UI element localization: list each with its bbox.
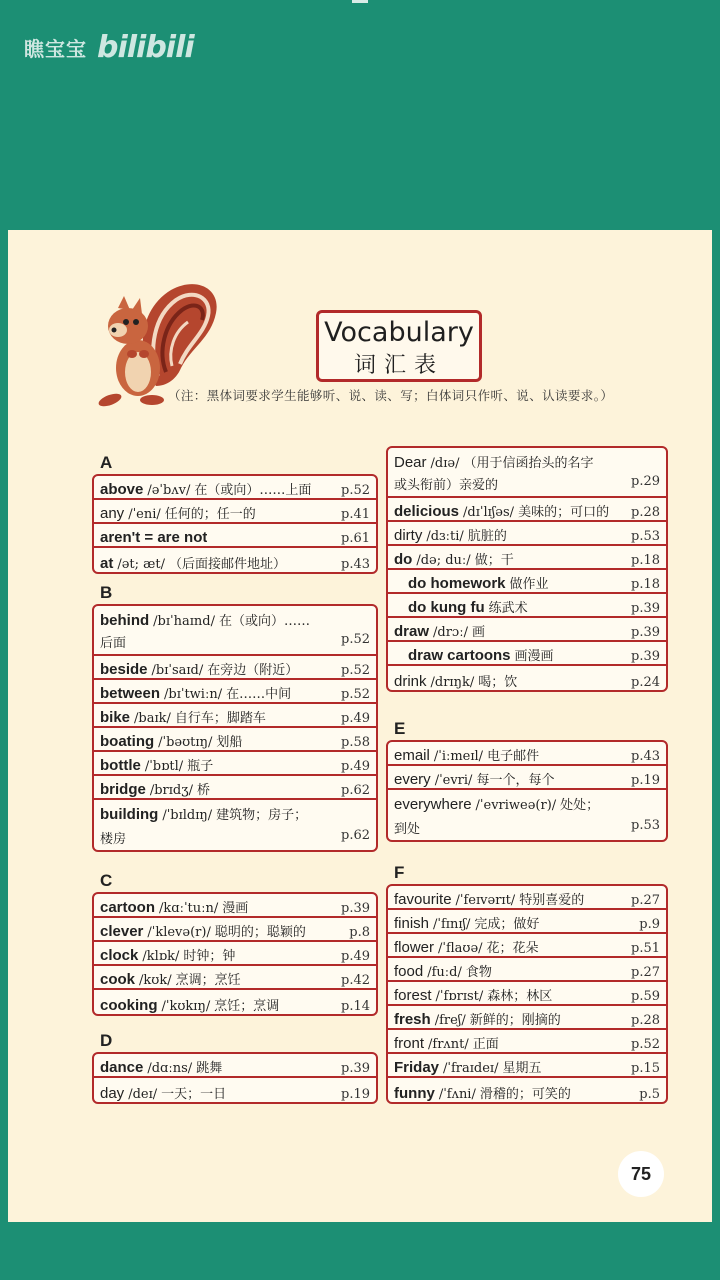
entry-word: Dear [394, 454, 427, 471]
entry-phonetic: /əˈbʌv/ [147, 483, 191, 498]
letter-heading-c: C [100, 871, 113, 890]
watermark-channel: 瞧宝宝 [24, 37, 87, 61]
right-column [386, 446, 668, 1106]
entry-word: behind [100, 612, 150, 629]
group-a [92, 474, 378, 574]
watermark [24, 30, 194, 65]
entry-meaning: 建筑物；房子； [216, 808, 308, 823]
vocab-entry [388, 982, 666, 1006]
entry-word: clock [100, 947, 139, 964]
entry-page: p.52 [341, 687, 370, 702]
entry-phonetic: /ˈfraɪdeɪ/ [443, 1061, 499, 1076]
entry-page: p.28 [631, 505, 660, 520]
entry-page: p.52 [631, 1037, 660, 1052]
entry-page: p.5 [639, 1087, 660, 1102]
vocab-entry [388, 546, 666, 570]
entry-phonetic: /dɑːns/ [147, 1061, 193, 1076]
group-d [92, 1052, 378, 1104]
entry-meaning: 画 [471, 625, 485, 640]
entry-page: p.18 [631, 553, 660, 568]
entry-word: aren't = are not [100, 529, 208, 546]
entry-phonetic: /dɪə/ [430, 456, 460, 471]
vocab-entry [388, 934, 666, 958]
entry-meaning-cont: 后面 [100, 636, 127, 651]
entry-page: p.62 [341, 783, 370, 798]
vocab-entry [94, 776, 376, 800]
entry-page: p.53 [631, 529, 660, 544]
entry-page: p.61 [341, 531, 370, 546]
entry-phonetic: /bɪˈtwiːn/ [164, 687, 223, 702]
entry-phonetic: /ˈkʊkɪŋ/ [161, 999, 211, 1014]
entry-phonetic: /ˈklevə(r)/ [147, 925, 211, 940]
entry-phonetic: /ˈbəʊtɪŋ/ [158, 735, 213, 750]
group-c [92, 892, 378, 1016]
entry-phonetic: /fuːd/ [427, 965, 462, 980]
entry-word: building [100, 806, 159, 823]
entry-page: p.39 [341, 1061, 370, 1076]
entry-word: funny [394, 1085, 435, 1102]
entry-phonetic: /klɒk/ [142, 949, 180, 964]
letter-heading-a: A [100, 453, 113, 472]
entry-word: favourite [394, 891, 452, 908]
left-column [92, 452, 378, 1106]
entry-page: p.43 [631, 749, 660, 764]
entry-phonetic: /bɪˈhaɪnd/ [153, 614, 215, 629]
entry-phonetic: /bɪˈsaɪd/ [151, 663, 204, 678]
entry-page: p.39 [631, 649, 660, 664]
entry-page: p.51 [631, 941, 660, 956]
vocab-entry [94, 966, 376, 990]
entry-page: p.39 [341, 901, 370, 916]
vocab-entry [388, 1006, 666, 1030]
vocab-entry [388, 522, 666, 546]
entry-word: at [100, 555, 114, 572]
entry-meaning-cont: 楼房 [100, 832, 127, 847]
vocab-entry [388, 742, 666, 766]
vocab-entry [388, 666, 666, 690]
vocab-entry [94, 476, 376, 500]
entry-meaning: （用于信函抬头的名字 [463, 456, 594, 471]
entry-phonetic: /deɪ/ [128, 1087, 158, 1102]
entry-word: cooking [100, 997, 158, 1014]
entry-meaning-cont: 或头衔前）亲爱的 [394, 478, 499, 493]
vocab-entry [94, 548, 376, 572]
entry-meaning: （后面接邮件地址） [168, 557, 286, 572]
entry-word: above [100, 481, 144, 498]
entry-word: Friday [394, 1059, 440, 1076]
entry-page: p.59 [631, 989, 660, 1004]
vocab-entry [388, 1030, 666, 1054]
letter-heading-b: B [100, 583, 113, 602]
entry-meaning: 烹饪；烹调 [214, 999, 280, 1014]
entry-word: cartoon [100, 899, 156, 916]
entry-meaning: 做作业 [509, 577, 549, 592]
entry-phonetic: /də; duː/ [416, 553, 471, 568]
entry-meaning: 正面 [472, 1037, 499, 1052]
entry-phonetic: /ət; æt/ [117, 557, 165, 572]
vocab-entry [94, 680, 376, 704]
usage-note: （注：黑体词要求学生能够听、说、读、写；白体词只作听、说、认读要求。） [168, 388, 614, 403]
entry-phonetic: /ˈiːmeɪl/ [433, 749, 484, 764]
entry-phonetic: /drɔː/ [433, 625, 468, 640]
entry-word: everywhere [394, 796, 472, 813]
entry-meaning: 烹调；烹饪 [175, 973, 241, 988]
vocab-entry [94, 990, 376, 1014]
vocab-entry [94, 752, 376, 776]
entry-meaning: 喝；饮 [478, 675, 518, 690]
title-box [316, 310, 482, 382]
group-d-cont [386, 446, 668, 692]
letter-heading-f: F [394, 863, 405, 882]
entry-word: between [100, 685, 161, 702]
entry-word: dirty [394, 527, 423, 544]
entry-word: forest [394, 987, 432, 1004]
vocab-entry [388, 594, 666, 618]
entry-meaning: 特别喜爱的 [519, 893, 585, 908]
entry-page: p.49 [341, 711, 370, 726]
page-number: 75 [618, 1151, 664, 1197]
entry-phonetic: /ˈfɪnɪʃ/ [433, 917, 471, 932]
entry-phonetic: /ˈfeɪvərɪt/ [455, 893, 516, 908]
vocab-entry [388, 886, 666, 910]
vocab-entry [388, 498, 666, 522]
entry-phonetic: /drɪŋk/ [430, 675, 475, 690]
vocab-entry [388, 766, 666, 790]
vocab-entry [388, 448, 666, 498]
entry-meaning: 桥 [196, 783, 210, 798]
entry-phonetic: /dɜːti/ [426, 529, 464, 544]
vocab-entry [94, 606, 376, 656]
vocab-entry [388, 958, 666, 982]
entry-page: p.29 [631, 474, 660, 489]
group-b [92, 604, 378, 852]
entry-page: p.28 [631, 1013, 660, 1028]
vocab-entry [388, 618, 666, 642]
entry-meaning: 练武术 [488, 601, 528, 616]
entry-page: p.39 [631, 601, 660, 616]
entry-meaning: 瓶子 [187, 759, 214, 774]
entry-word: do kung fu [408, 599, 485, 616]
entry-phonetic: /ˈevri/ [434, 773, 473, 788]
entry-meaning: 每一个，每个 [476, 773, 555, 788]
entry-page: p.19 [631, 773, 660, 788]
entry-page: p.19 [341, 1087, 370, 1102]
entry-phonetic: /ˈevriweə(r)/ [475, 798, 557, 813]
entry-word: bike [100, 709, 131, 726]
entry-meaning: 滑稽的；可笑的 [479, 1087, 571, 1102]
entry-word: do [394, 551, 413, 568]
entry-meaning: 电子邮件 [487, 749, 540, 764]
entry-meaning: 做；干 [474, 553, 514, 568]
entry-phonetic: /ˈfɒrɪst/ [435, 989, 484, 1004]
entry-word: boating [100, 733, 155, 750]
entry-meaning: 划船 [216, 735, 243, 750]
entry-meaning: 食物 [465, 965, 492, 980]
entry-meaning: 漫画 [222, 901, 249, 916]
title-english: Vocabulary [324, 317, 474, 348]
entry-phonetic: /freʃ/ [434, 1013, 466, 1028]
vocab-entry [94, 524, 376, 548]
entry-page: p.49 [341, 759, 370, 774]
entry-word: beside [100, 661, 148, 678]
entry-word: bridge [100, 781, 146, 798]
entry-phonetic: /kʊk/ [139, 973, 172, 988]
entry-word: dance [100, 1059, 144, 1076]
entry-page: p.52 [341, 663, 370, 678]
bilibili-logo: bilibili [97, 30, 194, 65]
entry-page: p.9 [639, 917, 660, 932]
entry-meaning: 在（或向）…… [218, 614, 310, 629]
entry-meaning: 任何的；任一的 [164, 507, 256, 522]
entry-phonetic: /ˈeni/ [128, 507, 161, 522]
entry-word: delicious [394, 503, 460, 520]
entry-meaning: 美味的；可口的 [518, 505, 610, 520]
entry-word: drink [394, 673, 427, 690]
vocab-entry [94, 500, 376, 524]
entry-word: front [394, 1035, 425, 1052]
group-e [386, 740, 668, 842]
group-f [386, 884, 668, 1104]
entry-word: every [394, 771, 431, 788]
vocab-entry [388, 790, 666, 840]
entry-meaning: 处处； [560, 798, 600, 813]
entry-page: p.49 [341, 949, 370, 964]
entry-meaning: 完成；做好 [474, 917, 540, 932]
entry-page: p.27 [631, 965, 660, 980]
entry-page: p.41 [341, 507, 370, 522]
entry-page: p.24 [631, 675, 660, 690]
vocab-entry [94, 656, 376, 680]
entry-word: clever [100, 923, 144, 940]
entry-meaning: 在（或向）……上面 [194, 483, 312, 498]
entry-word: draw cartoons [408, 647, 511, 664]
entry-word: food [394, 963, 424, 980]
entry-word: finish [394, 915, 430, 932]
vocab-entry [388, 1078, 666, 1102]
entry-meaning: 肮脏的 [467, 529, 507, 544]
entry-page: p.62 [341, 828, 370, 843]
entry-meaning: 新鲜的；刚摘的 [469, 1013, 561, 1028]
entry-phonetic: /kɑːˈtuːn/ [159, 901, 219, 916]
entry-word: do homework [408, 575, 506, 592]
vocab-entry [94, 728, 376, 752]
entry-phonetic: /ˈflaʊə/ [438, 941, 483, 956]
vocab-entry [94, 704, 376, 728]
entry-meaning-cont: 到处 [394, 822, 421, 837]
entry-page: p.53 [631, 818, 660, 833]
title-chinese: 词汇表 [353, 353, 444, 378]
entry-word: fresh [394, 1011, 431, 1028]
entry-page: p.27 [631, 893, 660, 908]
entry-word: bottle [100, 757, 141, 774]
entry-meaning: 森林；林区 [487, 989, 553, 1004]
entry-word: any [100, 505, 125, 522]
entry-word: cook [100, 971, 136, 988]
entry-phonetic: /brɪdʒ/ [149, 783, 193, 798]
entry-page: p.18 [631, 577, 660, 592]
entry-page: p.58 [341, 735, 370, 750]
entry-word: draw [394, 623, 430, 640]
entry-page: p.8 [349, 925, 370, 940]
entry-meaning: 一天；一日 [161, 1087, 227, 1102]
entry-word: day [100, 1085, 125, 1102]
entry-phonetic: /dɪˈlɪʃəs/ [463, 505, 515, 520]
vocab-entry [388, 642, 666, 666]
entry-phonetic: /frʌnt/ [428, 1037, 469, 1052]
entry-page: p.42 [341, 973, 370, 988]
entry-meaning: 在……中间 [226, 687, 292, 702]
vocab-entry [94, 800, 376, 850]
entry-phonetic: /baɪk/ [134, 711, 171, 726]
entry-meaning: 花；花朵 [486, 941, 539, 956]
vocab-entry [388, 570, 666, 594]
entry-page: p.43 [341, 557, 370, 572]
vocab-entry [94, 918, 376, 942]
entry-meaning: 星期五 [502, 1061, 542, 1076]
entry-page: p.39 [631, 625, 660, 640]
vocab-entry [388, 910, 666, 934]
entry-phonetic: /ˈfʌni/ [438, 1087, 476, 1102]
status-bar-mark [352, 0, 368, 3]
vocab-entry [94, 942, 376, 966]
entry-page: p.52 [341, 632, 370, 647]
entry-page: p.15 [631, 1061, 660, 1076]
entry-phonetic: /ˈbɪldɪŋ/ [162, 808, 213, 823]
entry-page: p.52 [341, 483, 370, 498]
entry-phonetic: /ˈbɒtl/ [144, 759, 184, 774]
vocab-entry [94, 1078, 376, 1102]
entry-meaning: 时钟；钟 [183, 949, 236, 964]
entry-meaning: 自行车；脚踏车 [174, 711, 266, 726]
entry-word: email [394, 747, 430, 764]
entry-meaning: 跳舞 [196, 1061, 223, 1076]
letter-heading-e: E [394, 719, 406, 738]
letter-heading-d: D [100, 1031, 113, 1050]
vocab-entry [94, 894, 376, 918]
entry-word: flower [394, 939, 435, 956]
entry-meaning: 聪明的；聪颖的 [214, 925, 306, 940]
vocabulary-page [8, 230, 712, 1222]
entry-page: p.14 [341, 999, 370, 1014]
vocab-entry [94, 1054, 376, 1078]
entry-meaning: 画漫画 [514, 649, 554, 664]
vocab-entry [388, 1054, 666, 1078]
entry-meaning: 在旁边（附近） [207, 663, 299, 678]
